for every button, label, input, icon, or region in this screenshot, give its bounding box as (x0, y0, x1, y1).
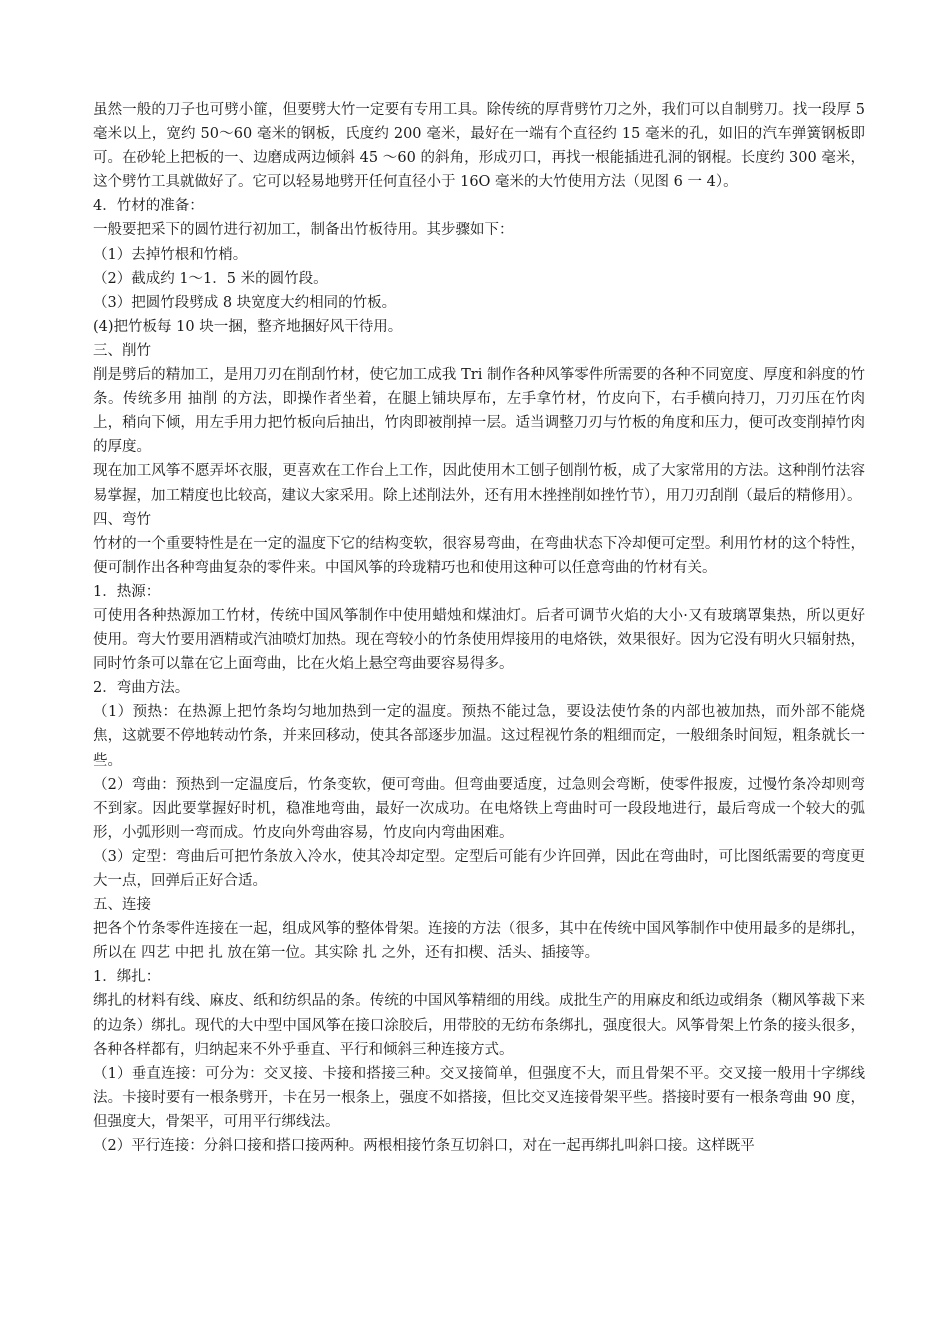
section-heading-shaving: 三、削竹 (93, 342, 151, 359)
paragraph-set-shape: （3）定型：弯曲后可把竹条放入冷水，使其冷却定型。定型后可能有少许回弹，因此在弯曲时，可比图纸需要的弯度更大一点，回弹后正好合适。 (93, 848, 865, 889)
section-heading-joining: 五、连接 (93, 897, 151, 914)
list-item-step-3: （3）把圆竹段劈成 8 块宽度大约相同的竹板。 (93, 294, 397, 311)
list-item-step-4: (4)把竹板每 10 块一捆，整齐地捆好风干待用。 (93, 318, 403, 335)
paragraph-preheat: （1）预热：在热源上把竹条均匀地加热到一定的温度。预热不能过急，要设法使竹条的内部也被加热，而外部不能烧焦，这就要不停地转动竹条，并来回移动，使其各部逐步加温。这过程视竹条的粗细而定，一般细条时间短，粗条就长一些。 (93, 704, 865, 769)
heading-heat-source: 1．热源： (93, 583, 161, 600)
heading-binding: 1．绑扎： (93, 969, 161, 986)
paragraph-vertical-joint: （1）垂直连接：可分为：交叉接、卡接和搭接三种。交叉接简单，但强度不大，而且骨架不平。交叉接一般用十字绑线法。卡接时要有一根条劈开，卡在另一根条上，强度不如搭接，但比交叉连接骨架平些。搭接时要有一根条弯曲 90 度，但强度大，骨架平，可用平行绑线法。 (93, 1065, 865, 1130)
list-item-step-1: （1）去掉竹根和竹梢。 (93, 246, 248, 263)
paragraph-bend: （2）弯曲：预热到一定温度后，竹条变软，便可弯曲。但弯曲要适度，过急则会弯断，使零件报废，过慢竹条冷却则弯不到家。因此要掌握好时机，稳准地弯曲，最好一次成功。在电烙铁上弯曲时可一段段地进行，最后弯成一个较大的弧形，小弧形则一弯而成。竹皮向外弯曲容易，竹皮向内弯曲困难。 (93, 776, 865, 841)
heading-bending-method: 2．弯曲方法。 (93, 680, 190, 697)
paragraph-splitting-tool: 虽然一般的刀子也可劈小篚，但要劈大竹一定要有专用工具。除传统的厚背劈竹刀之外，我们可以自制劈刀。找一段厚 5 毫米以上，宽约 50～60 毫米的钢板，氏度约 200 毫米，最好在一端有个直径约 15 毫米的孔，如旧的汽车弹簧钢板即可。在砂轮上把板的一、边磨成两边倾斜 45 ～60 的斜角，形成刃口，再找一根能插进孔洞的钢棍。长度约 300 毫米，这个劈竹工具就做好了。它可以轻易地劈开任何直径小于 16O 毫米的大竹使用方法（见图 6 一 4）。 (93, 102, 865, 191)
paragraph-bending-property: 竹材的一个重要特性是在一定的温度下它的结构变软，很容易弯曲，在弯曲状态下冷却便可定型。利用竹材的这个特性，便可制作出各种弯曲复杂的零件来。中国风筝的玲珑精巧也和使用这种可以任意弯曲的竹材有关。 (93, 535, 865, 576)
paragraph-parallel-joint: （2）平行连接：分斜口接和搭口接两种。两根相接竹条互切斜口，对在一起再绑扎叫斜口接。这样既平 (93, 1138, 755, 1155)
paragraph-joining-intro: 把各个竹条零件连接在一起，组成风筝的整体骨架。连接的方法（很多，其中在传统中国风筝制作中使用最多的是绑扎，所以在 四艺 中把 扎 放在第一位。其实除 扎 之外，还有扣楔、活头、插接等。 (93, 921, 865, 962)
paragraph-binding-materials: 绑扎的材料有线、麻皮、纸和纺织品的条。传统的中国风筝精细的用线。成批生产的用麻皮和纸边或绢条（糊风筝裁下来的边条）绑扎。现代的大中型中国风筝在接口涂胶后，用带胶的无纺布条绑扎，强度很大。风筝骨架上竹条的接头很多，各种各样都有，归纳起来不外乎垂直、平行和倾斜三种连接方式。 (93, 993, 865, 1058)
heading-bamboo-preparation: 4．竹材的准备： (93, 198, 204, 215)
section-heading-bending: 四、弯竹 (93, 511, 151, 528)
document-page (93, 98, 865, 1158)
paragraph-plane-method: 现在加工风筝不愿弄坏衣服，更喜欢在工作台上工作，因此使用木工刨子刨削竹板，成了大家常用的方法。这种削竹法容易掌握，加工精度也比较高，建议大家采用。除上述削法外，还有用木挫挫削如挫竹节），用刀刃刮削（最后的精修用）。 (93, 463, 865, 504)
paragraph-shaving-method: 削是劈后的精加工，是用刀刃在削刮竹材，使它加工成我 Tri 制作各种风筝零件所需要的各种不同宽度、厚度和斜度的竹条。传统多用 抽削 的方法，即操作者坐着，在腿上铺块厚布，左手拿竹材，竹皮向下，右手横向持刀，刀刃压在竹肉上，稍向下倾，用左手用力把竹板向后抽出，竹肉即被削掉一层。适当调整刀刃与竹板的角度和压力，便可改变削掉竹肉的厚度。 (93, 367, 865, 456)
paragraph-heat-source: 可使用各种热源加工竹材，传统中国风筝制作中使用蜡烛和煤油灯。后者可调节火焰的大小·又有玻璃罩集热，所以更好使用。弯大竹要用酒精或汽油喷灯加热。现在弯较小的竹条使用焊接用的电烙铁，效果很好。因为它没有明火只辐射热，同时竹条可以靠在它上面弯曲，比在火焰上悬空弯曲要容易得多。 (93, 607, 865, 673)
list-item-step-2: （2）截成约 1～1．5 米的圆竹段。 (93, 270, 328, 287)
paragraph-preparation-intro: 一般要把采下的圆竹进行初加工，制备出竹板待用。其步骤如下： (93, 222, 514, 239)
